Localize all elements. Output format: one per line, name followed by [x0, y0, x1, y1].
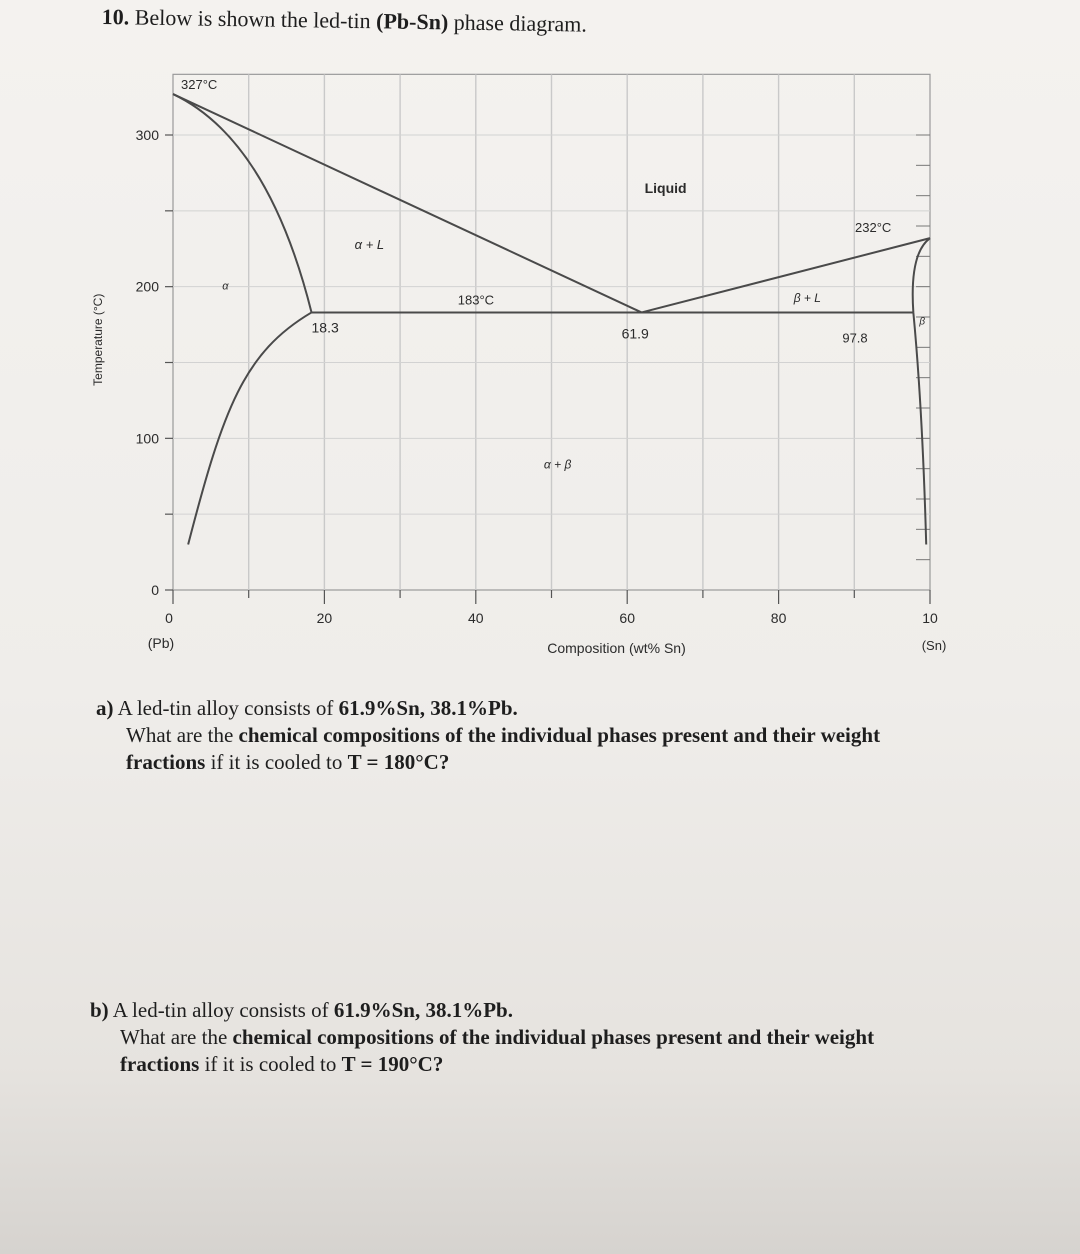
- problem-title: 10. Below is shown the led-tin (Pb-Sn) phase diagram.: [101, 4, 588, 37]
- y-tick-label: 200: [135, 278, 159, 295]
- label-327: 327°C: [181, 77, 218, 93]
- grid-lines: [165, 74, 930, 604]
- question-a: [96, 695, 880, 776]
- label-18-3: 18.3: [311, 319, 339, 336]
- diagram-labels: [91, 77, 946, 656]
- x-axis-label: Composition (wt% Sn): [547, 640, 686, 656]
- liquidus-right-line: [642, 238, 930, 312]
- label-97-8: 97.8: [842, 330, 868, 346]
- y-tick-label: 300: [135, 127, 159, 143]
- x-tick-label: 10: [922, 610, 938, 626]
- question-a-line1: a) A led-tin alloy consists of 61.9%Sn, 38.1%Pb.: [96, 696, 518, 720]
- region-beta: β: [919, 316, 926, 328]
- pb-label: (Pb): [147, 635, 175, 651]
- sn-label: (Sn): [921, 638, 947, 653]
- x-tick-label: 80: [770, 610, 787, 626]
- region-alpha-beta: α + β: [543, 457, 572, 472]
- question-b-line1: b) A led-tin alloy consists of 61.9%Sn, 38.1%Pb.: [90, 998, 513, 1022]
- label-183: 183°C: [457, 292, 495, 308]
- label-61-9: 61.9: [621, 325, 649, 342]
- solvus-alpha-line: [188, 312, 311, 544]
- region-liquid: Liquid: [644, 180, 687, 197]
- question-b-line2: What are the chemical compositions of the individual phases present and their weight fractions if it is cooled to T = 190°C?: [120, 1025, 875, 1076]
- liquidus-left-line: [173, 94, 642, 312]
- region-alpha: α: [222, 280, 229, 293]
- question-a-line2: What are the chemical compositions of the individual phases present and their weight fractions if it is cooled to T = 180°C?: [126, 723, 881, 774]
- y-axis-label: Temperature (°C): [91, 293, 105, 386]
- x-tick-label: 20: [316, 610, 333, 626]
- y-tick-label: 100: [135, 430, 159, 447]
- x-tick-label: 0: [165, 610, 173, 626]
- label-232: 232°C: [855, 220, 892, 236]
- y-tick-label: 0: [151, 582, 159, 598]
- region-alpha-liquid: α + L: [354, 236, 385, 252]
- region-beta-liquid: β + L: [793, 290, 821, 305]
- question-b: [90, 997, 874, 1078]
- x-tick-label: 60: [619, 610, 635, 626]
- solidus-beta-line: [913, 238, 930, 312]
- x-tick-label: 40: [468, 610, 484, 626]
